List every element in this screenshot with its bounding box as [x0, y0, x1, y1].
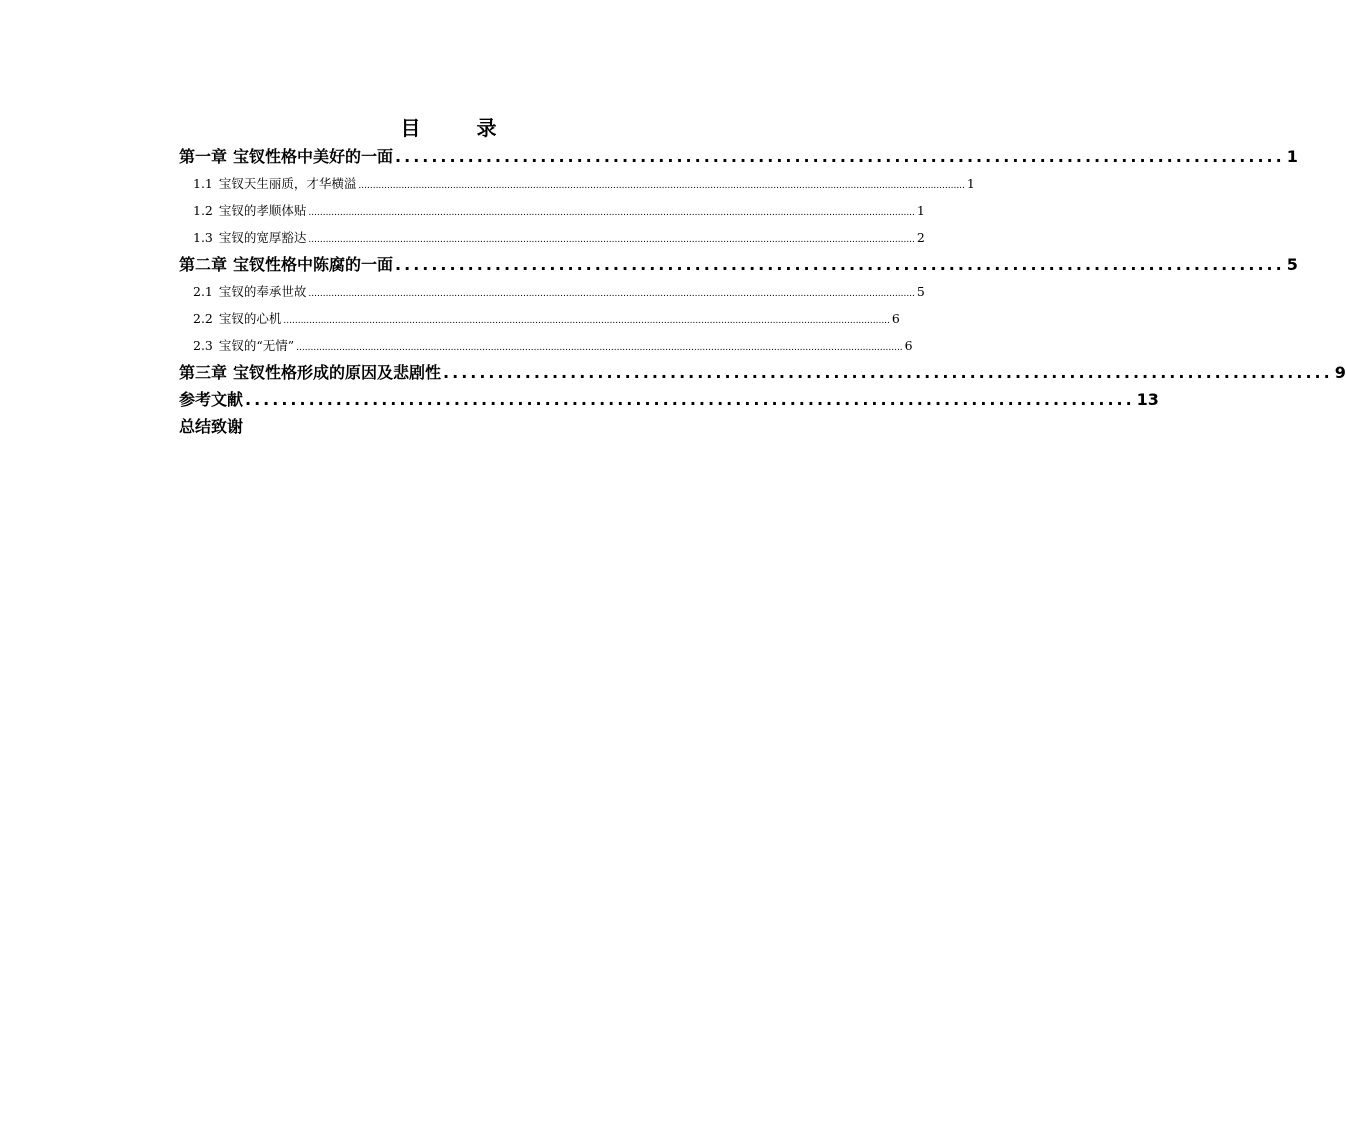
section-number: 2.2: [193, 311, 213, 326]
dot-leader: ..................................................................................................: [245, 390, 1135, 409]
toc-entry-label: [193, 197, 306, 224]
toc-entry-label: [179, 359, 441, 386]
toc-entry-section-2-2[interactable]: [179, 305, 900, 332]
toc-entry-label: [193, 305, 281, 332]
toc-entry-summary-acknowledgements[interactable]: [179, 413, 718, 440]
chapter-number: 第三章: [179, 363, 228, 382]
section-number: 2.3: [193, 338, 213, 353]
dot-leader: ....................................................................................................................................................................................................................: [308, 208, 915, 218]
page-number: 1: [966, 176, 975, 191]
chapter-number: 第二章: [179, 255, 228, 274]
dot-leader: ....................................................................................................................................................................................................................: [308, 289, 915, 299]
section-number: 1.3: [193, 230, 213, 245]
page-number: 5: [916, 284, 925, 299]
section-title: 宝钗的孝顺体贴: [218, 203, 307, 218]
section-title: 宝钗的宽厚豁达: [218, 230, 307, 245]
toc-entry-section-1-1[interactable]: [179, 170, 975, 197]
section-title: 宝钗的心机: [218, 311, 282, 326]
dot-leader: ....................................................................................................................................................................................................................: [308, 235, 915, 245]
dot-leader: ....................................................................................................................................................................................................................: [296, 343, 903, 353]
toc-entry-label: 总结致谢: [179, 417, 244, 436]
toc-entry-section-2-1[interactable]: [179, 278, 925, 305]
section-title: 宝钗的“无情”: [218, 338, 295, 353]
toc-entry-section-1-2[interactable]: [179, 197, 925, 224]
chapter-number: 第一章: [179, 147, 228, 166]
page-number: 9: [1334, 363, 1346, 382]
section-title: 宝钗天生丽质，才华横溢: [218, 176, 357, 191]
page-number: 2: [916, 230, 925, 245]
dot-leader: ..................................................................................................: [395, 147, 1285, 166]
section-number: 2.1: [193, 284, 213, 299]
toc-entry-section-2-3[interactable]: [179, 332, 913, 359]
toc-entry-chapter-2[interactable]: [179, 251, 1298, 278]
toc-entry-label: [193, 224, 306, 251]
chapter-title: 宝钗性格中美好的一面: [233, 147, 394, 166]
chapter-title: 宝钗性格形成的原因及悲剧性: [233, 363, 442, 382]
section-number: 1.1: [193, 176, 213, 191]
table-of-contents: [179, 113, 1346, 440]
dot-leader: ....................................................................................................................................................................................................................: [358, 181, 965, 191]
dot-leader: ....................................................................................................................................................................................................................: [283, 316, 890, 326]
toc-entry-label: 参考文献: [179, 390, 244, 409]
section-number: 1.2: [193, 203, 213, 218]
dot-leader: ..................................................................................................: [395, 255, 1285, 274]
toc-entry-label: [179, 251, 393, 278]
page-number: 6: [904, 338, 913, 353]
toc-entry-label: [179, 143, 393, 170]
section-title: 宝钗的奉承世故: [218, 284, 307, 299]
page-number: 1: [1286, 147, 1298, 166]
toc-entry-section-1-3[interactable]: [179, 224, 925, 251]
toc-entry-label: [193, 332, 294, 359]
page-number: 13: [1136, 390, 1159, 409]
dot-leader: ..................................................................................................: [443, 363, 1333, 382]
chapter-title: 宝钗性格中陈腐的一面: [233, 255, 394, 274]
page-number: 6: [891, 311, 900, 326]
toc-entry-chapter-1[interactable]: [179, 143, 1298, 170]
page-number: 5: [1286, 255, 1298, 274]
toc-entry-label: [193, 170, 356, 197]
toc-entry-chapter-3[interactable]: [179, 359, 1346, 386]
toc-title: 目 录: [400, 116, 515, 140]
toc-entry-references[interactable]: [179, 386, 1159, 413]
page-number: 1: [916, 203, 925, 218]
toc-entry-label: [193, 278, 306, 305]
